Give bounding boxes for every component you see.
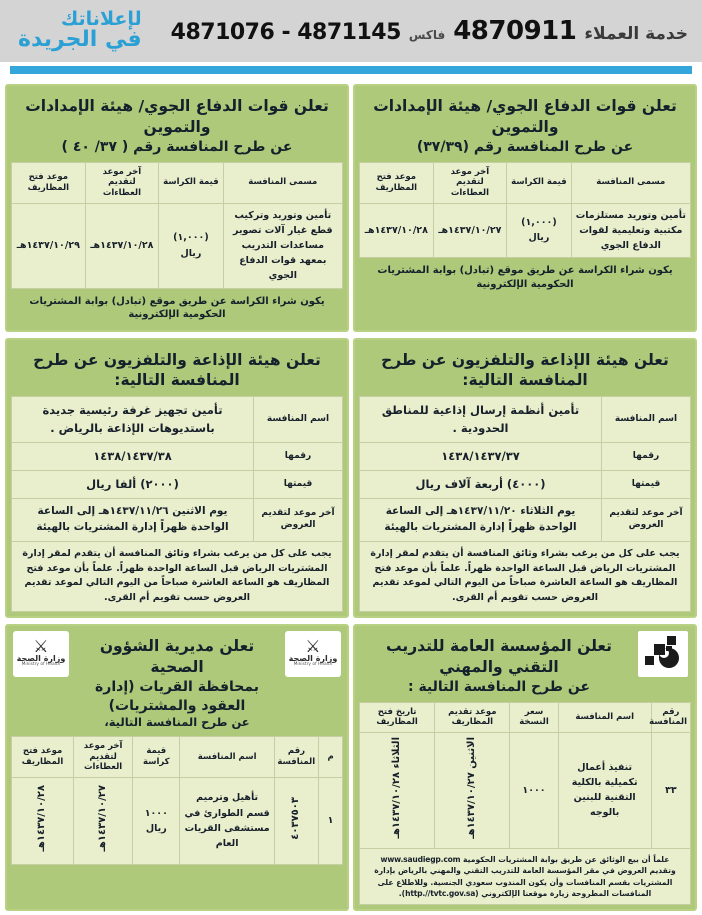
row-value-number: ١٤٣٨/١٤٣٧/٣٧ bbox=[360, 442, 602, 470]
ad-title-line-2: بمحافظة القريات (إدارة العقود والمشتريات) bbox=[95, 678, 259, 714]
cell-submission-deadline: ١٤٣٧/١٠/٢٧هـ bbox=[433, 203, 507, 258]
ad-air-defense-39 bbox=[353, 84, 697, 332]
table-row bbox=[12, 499, 343, 542]
row-value-name: تأمين أنظمة إرسال إذاعية للمناطق الحدودية . bbox=[360, 397, 602, 443]
tender-table bbox=[359, 702, 691, 849]
ad-broadcast-37 bbox=[353, 338, 697, 618]
col-header-name: اسم المنافسة bbox=[180, 736, 274, 777]
brand-line-2: في الجريدة bbox=[18, 27, 142, 53]
col-header-price: سعر النسخة bbox=[510, 702, 558, 732]
ad-title-line-1: تعلن هيئة الإذاعة والتلفزيون عن طرح المنافسة التالية: bbox=[33, 350, 321, 390]
table-header-row bbox=[12, 162, 343, 203]
col-header-name: مسمى المنافسة bbox=[571, 162, 690, 203]
col-header-value: قيمة كراسة bbox=[133, 736, 180, 777]
ad-note: يجب على كل من يرغب بشراء وثائق المنافسة أن يتقدم لمقر إدارة المشتريات الرياض قبل الساعة الواحدة ظهراً. علماً بأن موعد فتح المظاريف هو الساعة العاشرة صباحاً من اليوم التالي لموعد تقديم العروض حسب تقويم أم القرى. bbox=[359, 542, 691, 612]
ad-air-defense-40 bbox=[5, 84, 349, 332]
palm-swords-icon: ⚔ bbox=[33, 636, 49, 657]
ad-broadcast-38 bbox=[5, 338, 349, 618]
ad-title-line-2: عن طرح المنافسة رقم ( ٣٧/ ٤٠ ) bbox=[61, 138, 293, 155]
accent-divider bbox=[10, 66, 692, 74]
table-row bbox=[360, 732, 691, 848]
customer-service-number: 4870911 bbox=[453, 16, 577, 46]
col-header-value: قيمة الكراسة bbox=[507, 162, 571, 203]
row-label-price: قيمتها bbox=[254, 471, 343, 499]
tender-table bbox=[359, 162, 691, 258]
table-row bbox=[12, 471, 343, 499]
ad-title-line-1: تعلن هيئة الإذاعة والتلفزيون عن طرح المنافسة التالية: bbox=[381, 350, 669, 390]
col-header-submission: موعد تقديم المظاريف bbox=[435, 702, 510, 732]
ministry-of-health-logo-right bbox=[285, 631, 341, 677]
cell-opening-date: ١٤٣٧/١٠/٢٨هـ bbox=[12, 777, 74, 864]
ad-note: يجب على كل من يرغب بشراء وثائق المنافسة أن يتقدم لمقر إدارة المشتريات الرياض قبل الساعة الواحدة ظهراً. علماً بأن موعد فتح المظاريف هو الساعة العاشرة صباحاً من اليوم التالي لموعد تقديم العروض حسب تقويم أم القرى. bbox=[11, 542, 343, 612]
ad-footnote: يكون شراء الكراسة عن طريق موقع (تبادل) بوابة المشتريات الحكومية الإلكترونية bbox=[29, 295, 325, 321]
ad-title bbox=[11, 344, 343, 397]
ad-title bbox=[359, 90, 691, 162]
tvtc-gear-icon bbox=[638, 631, 688, 677]
col-header-index: م bbox=[319, 736, 343, 777]
table-row bbox=[360, 471, 691, 499]
table-row bbox=[360, 442, 691, 470]
row-value-price: (٢٠٠٠) ألفا ريال bbox=[12, 471, 254, 499]
col-header-number: رقم المنافسة bbox=[651, 702, 690, 732]
cell-submission-date: الاثنين ١٤٣٧/١٠/٢٧هـ bbox=[435, 732, 510, 848]
row-label-deadline: آخر موعد لتقديم العروض bbox=[254, 499, 343, 542]
table-header-row bbox=[360, 702, 691, 732]
row-value-price: (٤٠٠٠) أربعة آلاف ريال bbox=[360, 471, 602, 499]
moh-logo-english: Ministry of Health bbox=[21, 662, 61, 668]
ad-title-line-1: تعلن مديرية الشؤون الصحية bbox=[99, 636, 255, 676]
col-header-deadline: آخر موعد لتقديم العطاءات bbox=[74, 736, 133, 777]
ad-title bbox=[359, 344, 691, 397]
cell-opening-date: الثلاثاء ١٤٣٧/١٠/٢٨هـ bbox=[360, 732, 435, 848]
cell-tender-name: تأمين وتوريد وتركيب قطع غيار آلات تصوير مساعدات التدريب بمعهد قوات الدفاع الجوي bbox=[223, 203, 342, 288]
row-value-deadline: يوم الثلاثاء ١٤٣٧/١١/٢٠هـ إلى الساعة الواحدة ظهراً إدارة المشتريات بالهيئة bbox=[360, 499, 602, 542]
tender-detail-table bbox=[359, 396, 691, 542]
ad-tvtc bbox=[353, 624, 697, 912]
cell-tender-value: (١,٠٠٠) ريال bbox=[159, 203, 223, 288]
tender-detail-table bbox=[11, 396, 343, 542]
moh-logo-arabic: وزارة الصحة bbox=[288, 654, 338, 664]
customer-service-label: خدمة العملاء bbox=[584, 24, 688, 44]
masthead-banner bbox=[0, 0, 702, 62]
cell-submission-deadline: ١٤٣٧/١٠/٢٨هـ bbox=[85, 203, 159, 288]
row-label-deadline: آخر موعد لتقديم العروض bbox=[602, 499, 691, 542]
tender-table bbox=[11, 162, 343, 289]
ad-title-line-1: تعلن قوات الدفاع الجوي/ هيئة الإمدادات والتموين bbox=[25, 97, 329, 136]
table-row bbox=[12, 203, 343, 288]
col-header-opening: موعد فتح المظاريف bbox=[12, 736, 74, 777]
tender-table bbox=[11, 736, 343, 865]
fax-numbers: 4871145 - 4871076 bbox=[170, 20, 401, 45]
ad-note: علماً أن بيع الوثائق عن طريق بوابة المشتريات الحكومية www.saudiegp.com وتقديم العروض في مقر المؤسسة العامة للتدريب التقني والمهني بالرياض بإدارة المشتريات بقسم المنافسات وأن يكون المندوب سعودي الجنسية. وللاطلاع على المنافسات المطروحة زيارة موقعنا الإلكتروني (http.//tvtc.gov.sa). bbox=[359, 849, 691, 906]
col-header-deadline: آخر موعد لتقديم العطاءات bbox=[433, 162, 507, 203]
table-row bbox=[12, 777, 343, 864]
brand-logo bbox=[18, 10, 142, 52]
row-label-number: رقمها bbox=[602, 442, 691, 470]
col-header-value: قيمة الكراسة bbox=[159, 162, 223, 203]
cell-tender-number: ٣٣ bbox=[651, 732, 690, 848]
table-row bbox=[12, 397, 343, 443]
row-value-name: تأمين تجهيز غرفة رئيسية جديدة باستديوهات الإذاعة بالرياض . bbox=[12, 397, 254, 443]
cell-index: ١ bbox=[319, 777, 343, 864]
col-header-opening: موعد فتح المظاريف bbox=[360, 162, 434, 203]
ad-title-line-3: عن طرح المنافسة التالية، bbox=[104, 715, 250, 730]
ad-title-line-1: تعلن قوات الدفاع الجوي/ هيئة الإمدادات والتموين bbox=[373, 97, 677, 136]
brand-line-1: لإعلاناتك bbox=[60, 8, 142, 31]
col-header-name: اسم المنافسة bbox=[558, 702, 651, 732]
col-header-opening: تاريخ فتح المظاريف bbox=[360, 702, 435, 732]
table-row bbox=[360, 397, 691, 443]
cell-tender-name: تنفيذ أعمال تكميلية بالكلية التقنية للبنين بالوجه bbox=[558, 732, 651, 848]
cell-tender-name: تأمين وتوريد مستلزمات مكتبية وتعليمية لقوات الدفاع الجوي bbox=[571, 203, 690, 258]
cell-tender-number: ٤٠٣٧٥٠٣ bbox=[274, 777, 318, 864]
ad-title-line-1: تعلن المؤسسة العامة للتدريب التقني والمهني bbox=[386, 636, 612, 676]
table-header-row bbox=[12, 736, 343, 777]
cell-tender-name: تأهيل وترميم قسم الطوارئ في مستشفى القريات العام bbox=[180, 777, 274, 864]
ad-title-line-2: عن طرح المنافسة التالية : bbox=[407, 678, 591, 695]
row-value-number: ١٤٣٨/١٤٣٧/٣٨ bbox=[12, 442, 254, 470]
row-label-name: اسم المنافسة bbox=[602, 397, 691, 443]
ad-moh-qurayyat bbox=[5, 624, 349, 912]
col-header-number: رقم المنافسة bbox=[274, 736, 318, 777]
cell-submission-deadline: ١٤٣٧/١٠/٢٧هـ bbox=[74, 777, 133, 864]
col-header-opening: موعد فتح المظاريف bbox=[12, 162, 86, 203]
cell-opening-date: ١٤٣٧/١٠/٢٩هـ bbox=[12, 203, 86, 288]
cell-tender-price: ١٠٠٠ bbox=[510, 732, 558, 848]
ads-grid bbox=[0, 74, 702, 915]
cell-tender-value: (١,٠٠٠) ريال bbox=[507, 203, 571, 258]
moh-logo-english: Ministry of Health bbox=[293, 662, 333, 668]
palm-swords-icon: ⚔ bbox=[305, 636, 321, 657]
cell-tender-value: ١٠٠٠ ريال bbox=[133, 777, 180, 864]
ad-title bbox=[11, 90, 343, 162]
col-header-name: مسمى المنافسة bbox=[223, 162, 342, 203]
cell-opening-date: ١٤٣٧/١٠/٢٨هـ bbox=[360, 203, 434, 258]
col-header-deadline: آخر موعد لتقديم العطاءات bbox=[85, 162, 159, 203]
contact-numbers bbox=[171, 16, 688, 46]
row-label-name: اسم المنافسة bbox=[254, 397, 343, 443]
moh-logo-arabic: وزارة الصحة bbox=[16, 654, 66, 664]
table-row bbox=[12, 442, 343, 470]
fax-label: فاكس bbox=[408, 28, 446, 42]
table-row bbox=[360, 203, 691, 258]
row-label-number: رقمها bbox=[254, 442, 343, 470]
row-label-price: قيمتها bbox=[602, 471, 691, 499]
ad-title-line-2: عن طرح المنافسة رقم (٣٧/٣٩) bbox=[416, 138, 634, 155]
table-header-row bbox=[360, 162, 691, 203]
table-row bbox=[360, 499, 691, 542]
ministry-of-health-logo-left bbox=[13, 631, 69, 677]
row-value-deadline: يوم الاثنين ١٤٣٧/١١/٢٦هـ إلى الساعة الواحدة ظهراً إدارة المشتريات بالهيئة bbox=[12, 499, 254, 542]
ad-footnote: يكون شراء الكراسة عن طريق موقع (تبادل) بوابة المشتريات الحكومية الإلكترونية bbox=[377, 265, 673, 290]
